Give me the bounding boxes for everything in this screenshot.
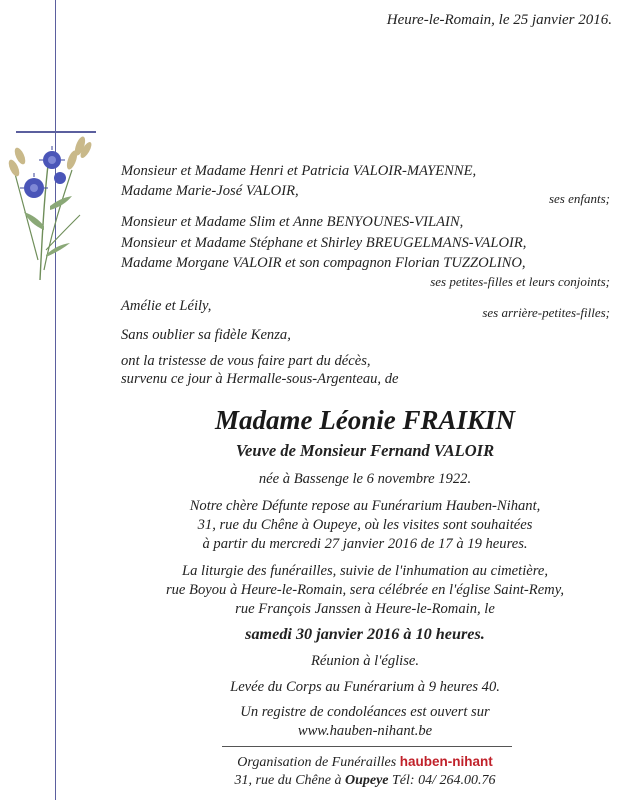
birth-line: née à Bassenge le 6 novembre 1922. xyxy=(258,471,472,487)
rest-line-3: à partir du mercredi 27 janvier 2016 de 17 à 19 heures. xyxy=(202,536,528,552)
footer-brand-logo: hauben-nihant xyxy=(399,754,493,769)
footer-addr-phone: Tél: 04/ 264.00.76 xyxy=(392,773,496,788)
great-grandchildren: Amélie et Léily, xyxy=(121,298,212,314)
liturgy-line-2: rue Boyou à Heure-le-Romain, sera célébrée en l'église Saint-Remy, xyxy=(165,582,565,598)
footer-addr-town: Oupeye xyxy=(344,773,389,788)
announce-line-2: survenu ce jour à Hermalle-sous-Argenteau, de xyxy=(121,371,399,387)
grandchildren-line-1: Monsieur et Madame Slim et Anne BENYOUNES-VILAIN, xyxy=(121,214,464,230)
place-date: Heure-le-Romain, le 25 janvier 2016. xyxy=(386,12,612,28)
children-label: ses enfants; xyxy=(548,191,610,206)
announce-line-1: ont la tristesse de vous faire part du décès, xyxy=(121,353,371,369)
great-grandchildren-label: ses arrière-petites-filles; xyxy=(482,305,610,320)
liturgy-line-3: rue François Janssen à Heure-le-Romain, le xyxy=(235,601,495,617)
footer-divider xyxy=(222,746,512,747)
pet-line: Sans oublier sa fidèle Kenza, xyxy=(121,327,291,343)
children-line-1: Monsieur et Madame Henri et Patricia VALOIR-MAYENNE, xyxy=(121,163,477,179)
service-date: samedi 30 janvier 2016 à 10 heures. xyxy=(245,625,485,643)
meeting-line: Réunion à l'église. xyxy=(310,653,420,669)
rest-line-1: Notre chère Défunte repose au Funérarium Hauben-Nihant, xyxy=(189,498,541,514)
footer-organisation xyxy=(120,753,610,772)
register-line-1: Un registre de condoléances est ouvert sur xyxy=(240,704,490,720)
lift-line: Levée du Corps au Funérarium à 9 heures 40. xyxy=(230,679,500,695)
footer-addr-prefix: 31, rue du Chêne à xyxy=(234,773,342,788)
deceased-name: Madame Léonie FRAIKIN xyxy=(214,405,516,435)
footer-address xyxy=(120,772,610,790)
footer-org-prefix: Organisation de Funérailles xyxy=(237,755,397,770)
grandchildren-line-3: Madame Morgane VALOIR et son compagnon Florian TUZZOLINO, xyxy=(121,255,526,271)
register-line-2[interactable]: www.hauben-nihant.be xyxy=(297,723,433,739)
widow-of: Veuve de Monsieur Fernand VALOIR xyxy=(235,441,495,460)
grandchildren-line-2: Monsieur et Madame Stéphane et Shirley BREUGELMANS-VALOIR, xyxy=(121,235,527,251)
cross-with-cornflowers-icon xyxy=(0,0,110,300)
grandchildren-label: ses petites-filles et leurs conjoints; xyxy=(430,274,610,289)
children-line-2: Madame Marie-José VALOIR, xyxy=(121,183,299,199)
rest-line-2: 31, rue du Chêne à Oupeye, où les visites sont souhaitées xyxy=(197,517,533,533)
liturgy-line-1: La liturgie des funérailles, suivie de l'inhumation au cimetière, xyxy=(181,563,549,579)
